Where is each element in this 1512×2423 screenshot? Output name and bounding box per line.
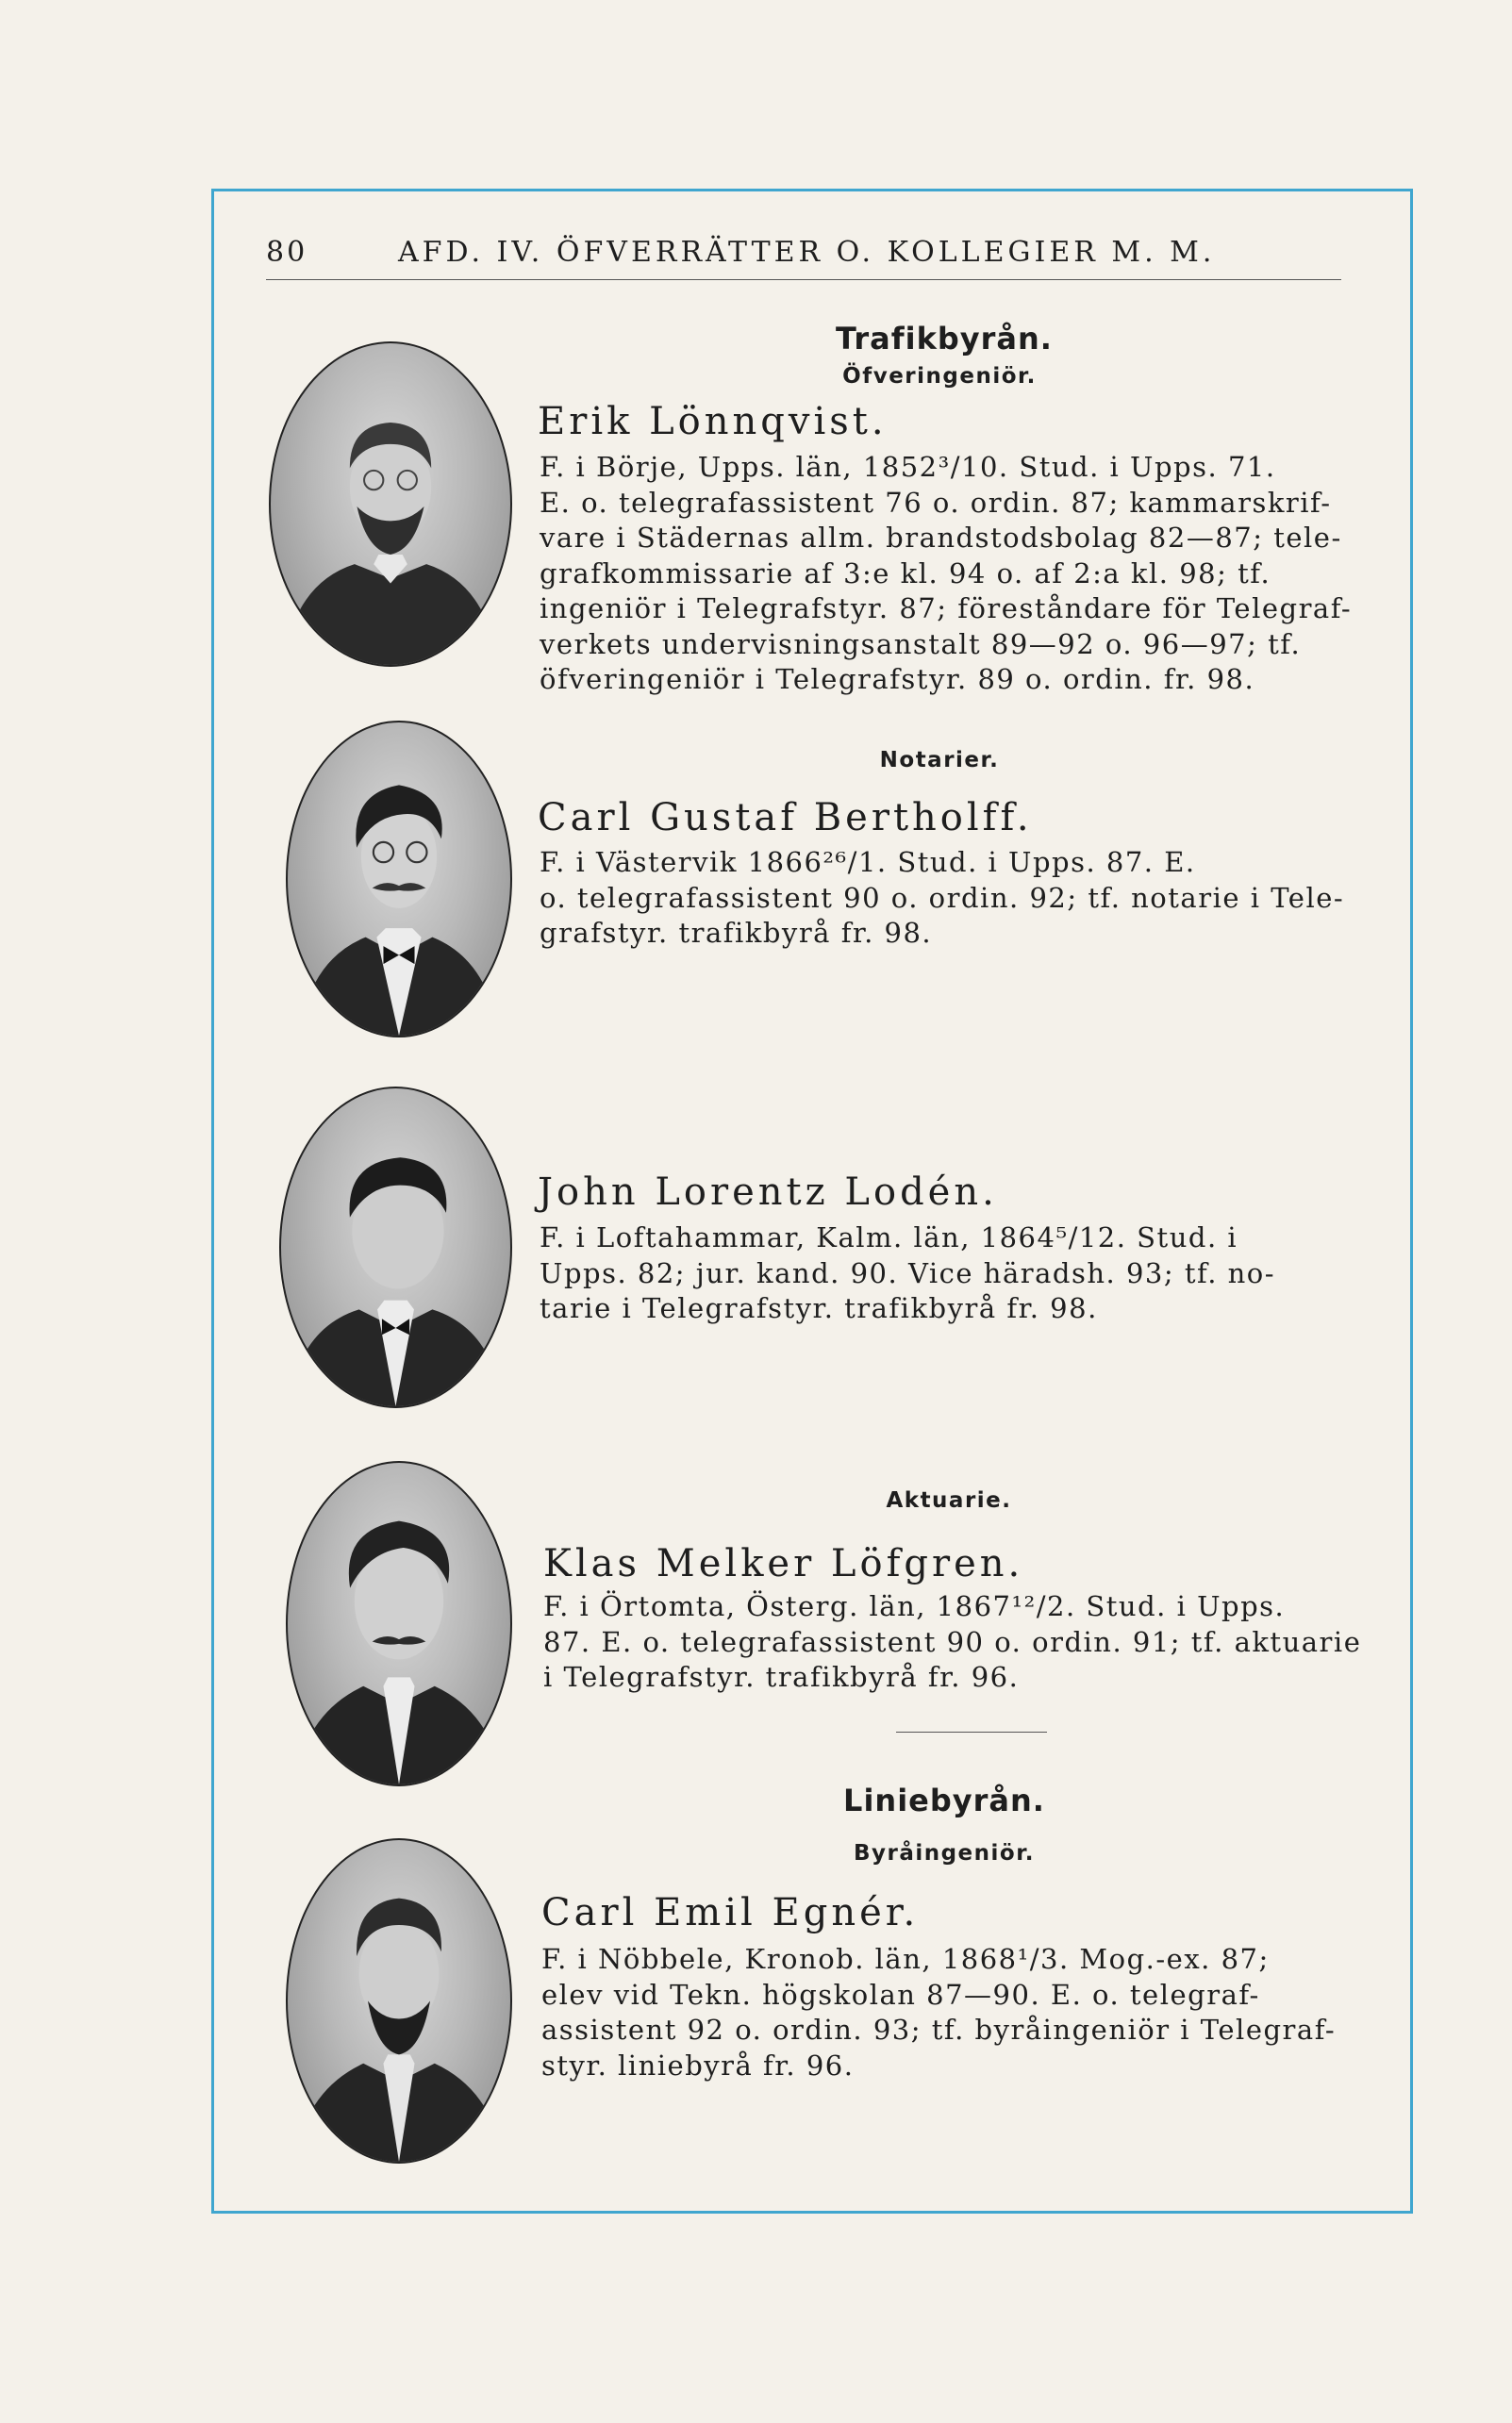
section-title-trafikbyran: Trafikbyrån. <box>836 321 1053 357</box>
bio-line: Upps. 82; jur. kand. 90. Vice häradsh. 93; tf. no- <box>540 1256 1276 1289</box>
bio-line: F. i Loftahammar, Kalm. län, 1864⁵/12. Stud. i <box>540 1221 1238 1253</box>
bio-line: E. o. telegrafassistent 76 o. ordin. 87; kammarskrif- <box>540 486 1332 519</box>
bio-line: i Telegrafstyr. trafikbyrå fr. 96. <box>543 1661 1020 1693</box>
entry-name-1: Erik Lönnqvist. <box>538 400 888 443</box>
entry-name-2: Carl Gustaf Bertholff. <box>538 796 1033 839</box>
entry-bio-2 <box>540 845 1343 952</box>
subtitle-notarier: Notarier. <box>879 748 1000 772</box>
subtitle-ofveringenior: Öfveringeniör. <box>842 364 1037 389</box>
bio-line: F. i Nöbbele, Kronob. län, 1868¹/3. Mog.-ex. 87; <box>541 1943 1270 1975</box>
portrait-photo-4 <box>286 1461 512 1786</box>
bio-line: ingeniör i Telegrafstyr. 87; föreståndare för Telegraf- <box>540 592 1353 624</box>
bio-line: F. i Västervik 1866²⁶/1. Stud. i Upps. 87. E. <box>540 846 1196 878</box>
entry-bio-3 <box>540 1220 1343 1327</box>
bio-line: grafstyr. trafikbyrå fr. 98. <box>540 917 933 949</box>
bio-line: F. i Örtomta, Österg. län, 1867¹²/2. Stud. i Upps. <box>543 1590 1286 1622</box>
portrait-photo-1 <box>269 341 512 667</box>
subtitle-byraingenior: Byråingeniör. <box>853 1841 1036 1866</box>
running-header <box>266 236 1341 280</box>
entry-bio-1 <box>540 450 1353 698</box>
entry-name-5: Carl Emil Egnér. <box>541 1891 920 1934</box>
entry-bio-5 <box>541 1942 1343 2083</box>
page-number: 80 <box>266 236 308 269</box>
bio-line: F. i Börje, Upps. län, 1852³/10. Stud. i Upps. 71. <box>540 451 1276 483</box>
entry-name-3: John Lorentz Lodén. <box>538 1170 998 1214</box>
portrait-photo-3 <box>279 1087 512 1408</box>
entry-name-4: Klas Melker Löfgren. <box>543 1542 1024 1585</box>
running-head: AFD. IV. ÖFVERRÄTTER O. KOLLEGIER M. M. <box>398 236 1216 269</box>
bio-line: grafkommissarie af 3:e kl. 94 o. af 2:a kl. 98; tf. <box>540 556 1271 589</box>
portrait-photo-5 <box>286 1838 512 2164</box>
bio-line: tarie i Telegrafstyr. trafikbyrå fr. 98. <box>540 1292 1098 1324</box>
bio-line: styr. liniebyrå fr. 96. <box>541 2049 855 2082</box>
portrait-photo-2 <box>286 721 512 1037</box>
subtitle-aktuarie: Aktuarie. <box>886 1488 1012 1513</box>
section-title-liniebyran: Liniebyrån. <box>843 1783 1045 1818</box>
bio-line: öfveringeniör i Telegrafstyr. 89 o. ordin. fr. 98. <box>540 663 1255 695</box>
bio-line: elev vid Tekn. högskolan 87—90. E. o. telegraf- <box>541 1978 1260 2011</box>
bio-line: verkets undervisningsanstalt 89—92 o. 96—97; tf. <box>540 627 1302 660</box>
section-divider <box>896 1732 1047 1733</box>
bio-line: vare i Städernas allm. brandstodsbolag 82—87; tele- <box>540 522 1342 554</box>
bio-line: assistent 92 o. ordin. 93; tf. byråingeniör i Telegraf- <box>541 2014 1337 2046</box>
bio-line: o. telegrafassistent 90 o. ordin. 92; tf. notarie i Tele- <box>540 881 1345 914</box>
entry-bio-4 <box>543 1589 1362 1696</box>
bio-line: 87. E. o. telegrafassistent 90 o. ordin. 91; tf. aktuarie <box>543 1625 1362 1658</box>
